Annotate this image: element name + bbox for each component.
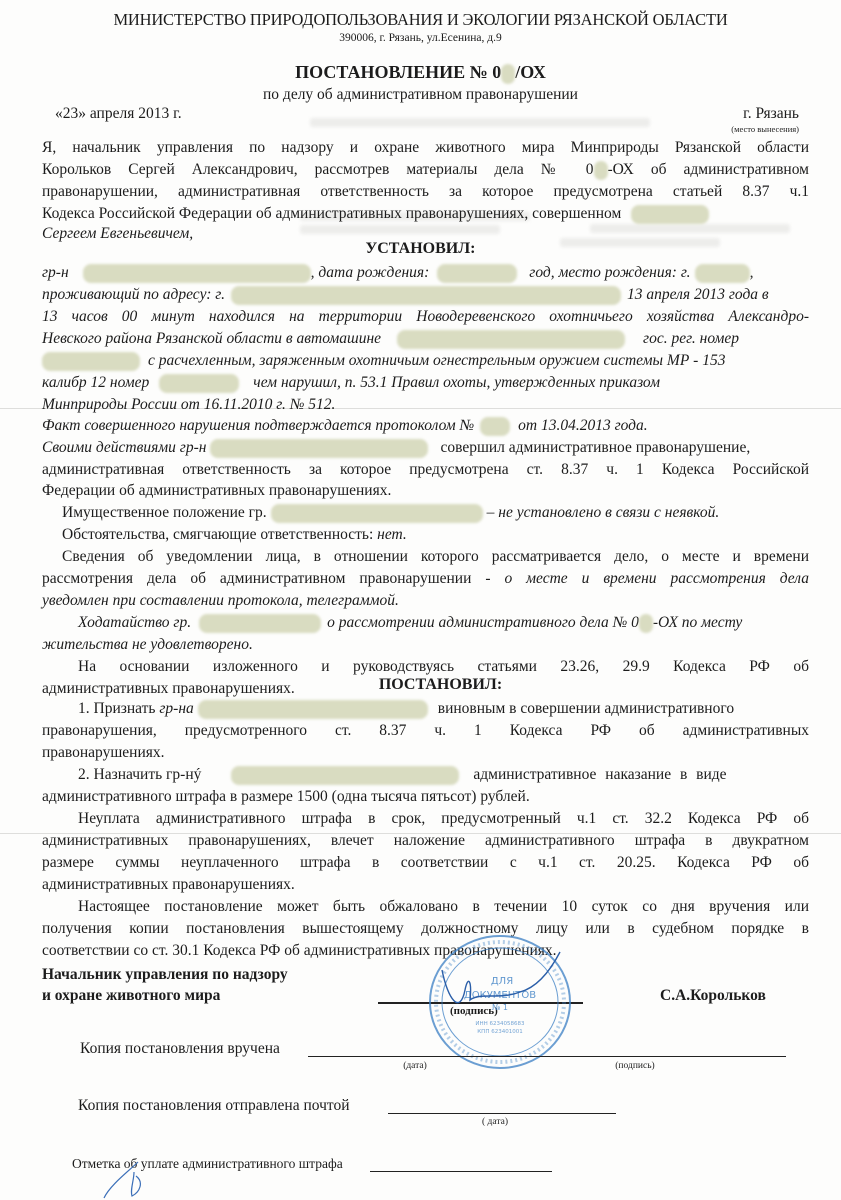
text: жительства не удовлетворено. bbox=[42, 636, 253, 653]
established-line bbox=[42, 415, 809, 436]
stamp-inn: ИНН 6234058683 bbox=[475, 1021, 525, 1027]
intro-line bbox=[42, 137, 809, 158]
text: получения копии постановления вышестоящему должностному лицу или в судебном порядке в bbox=[42, 920, 809, 937]
text: Минприроды России от 16.11.2010 г. № 512. bbox=[42, 396, 336, 413]
stamp-circle-icon bbox=[430, 936, 570, 1068]
text: 13 часов 00 минут находился на территории Новодеревенского охотничьего хозяйства Александро- bbox=[42, 308, 809, 325]
text: правонарушениях. bbox=[42, 744, 165, 761]
text: административных правонарушениях. bbox=[42, 680, 295, 697]
text: чем нарушил, п. 53.1 Правил охоты, утвержденных приказом bbox=[253, 374, 660, 391]
established-line bbox=[42, 262, 809, 283]
resolved-line bbox=[42, 830, 809, 851]
text: 2. Назначить гр-нý bbox=[78, 766, 202, 783]
redacted-plate-number bbox=[42, 352, 140, 371]
text: , дата рождения: bbox=[310, 264, 430, 281]
text: гр-на bbox=[159, 700, 194, 717]
text: административного штрафа в размере 1500 (одна тысяча пятьсот) рублей. bbox=[42, 788, 530, 805]
official-stamp bbox=[420, 930, 580, 1075]
established-line bbox=[42, 306, 809, 327]
text: о месте и времени рассмотрения дела bbox=[504, 570, 809, 587]
resolved-line bbox=[42, 786, 809, 807]
established-line bbox=[42, 590, 809, 611]
resolved-line bbox=[42, 720, 809, 741]
established-line bbox=[42, 394, 809, 415]
redacted-name bbox=[198, 700, 428, 719]
redacted-name bbox=[83, 264, 311, 283]
redacted-birthplace bbox=[695, 264, 750, 283]
document-place: г. Рязань bbox=[743, 105, 799, 122]
redacted-number bbox=[501, 64, 515, 84]
copy-mailed-line[interactable] bbox=[388, 1113, 616, 1114]
established-line bbox=[42, 656, 809, 677]
intro-line bbox=[42, 159, 809, 180]
text: соответствии со ст. 30.1 Кодекса РФ об административных правонарушениях. bbox=[42, 942, 557, 959]
established-line bbox=[42, 284, 809, 305]
text: Факт совершенного нарушения подтверждается протоколом № bbox=[42, 417, 475, 434]
text: 13 апреля 2013 года в bbox=[627, 286, 769, 303]
resolved-line bbox=[42, 742, 809, 763]
text: Своими действиями гр-н bbox=[42, 439, 207, 456]
redacted-case-number bbox=[639, 614, 653, 633]
resolved-line bbox=[42, 764, 809, 785]
redacted-name bbox=[210, 439, 428, 458]
text: гос. рег. номер bbox=[643, 330, 740, 347]
text: Федерации об административных правонарушениях. bbox=[42, 482, 392, 499]
doc-title-suffix: /ОХ bbox=[515, 62, 546, 82]
text: 1. Признать bbox=[78, 700, 156, 717]
text: , bbox=[749, 264, 754, 281]
redacted-surname bbox=[631, 205, 709, 224]
established-line bbox=[42, 568, 809, 589]
text: На основании изложенного и руководствуясь статьями 23.26, 29.9 Кодекса РФ об bbox=[78, 658, 809, 675]
intro-line bbox=[42, 181, 809, 202]
established-line bbox=[42, 612, 809, 633]
text: правонарушении, административная ответственность за которое предусмотрена статьей 8.37 ч.1 bbox=[42, 183, 809, 200]
redacted-name bbox=[271, 504, 483, 523]
established-heading: УСТАНОВИЛ: bbox=[365, 240, 476, 257]
signature-caption: (подпись) bbox=[615, 1061, 655, 1071]
established-line bbox=[42, 546, 809, 567]
resolved-line bbox=[42, 874, 809, 895]
bleed-through-text bbox=[310, 118, 650, 127]
resolved-line bbox=[42, 896, 809, 917]
established-line bbox=[42, 350, 809, 371]
text: Неуплата административного штрафа в срок, предусмотренный ч.1 ст. 32.2 Кодекса РФ об bbox=[78, 810, 809, 827]
text: административных правонарушениях. bbox=[42, 876, 295, 893]
redacted-address bbox=[231, 286, 621, 305]
established-line bbox=[42, 372, 809, 393]
established-line bbox=[42, 524, 809, 545]
text: Сведения об уведомлении лица, в отношении которого рассматривается дело, о месте и времени bbox=[62, 548, 809, 565]
text: Невского района Рязанской области в автомашине bbox=[42, 330, 382, 347]
signatory-position-line1: Начальник управления по надзору bbox=[42, 966, 288, 983]
stamp-kpp: КПП 623401001 bbox=[477, 1029, 523, 1035]
text: правонарушения, предусмотренного ст. 8.37 ч. 1 Кодекса РФ об административных bbox=[42, 722, 809, 739]
text: уведомлен при составлении протокола, телеграммой. bbox=[42, 592, 399, 609]
redacted-case-number bbox=[594, 161, 608, 180]
text: нет. bbox=[377, 526, 407, 543]
document-date: «23» апреля 2013 г. bbox=[55, 105, 182, 122]
text: Корольков Сергей Александрович, рассмотрев материалы дела № 0 bbox=[42, 161, 594, 178]
text: Кодекса Российской Федерации об административных правонарушениях, совершенном bbox=[42, 205, 622, 222]
signatory-position-line2: и охране животного мира bbox=[42, 987, 221, 1004]
text: проживающий по адресу: г. bbox=[42, 286, 226, 303]
signature-caption: (подпись) bbox=[450, 1005, 498, 1017]
ministry-name: МИНИСТЕРСТВО ПРИРОДОПОЛЬЗОВАНИЯ И ЭКОЛОГИИ РЯЗАНСКОЙ ОБЛАСТИ bbox=[113, 10, 728, 29]
stamp-text: ДЛЯ bbox=[490, 976, 514, 987]
established-line bbox=[42, 502, 809, 523]
payment-mark-label: Отметка об уплате административного штрафа bbox=[72, 1156, 343, 1171]
text: -ОХ по месту bbox=[652, 614, 743, 631]
established-line bbox=[42, 437, 809, 458]
text: рассмотрения дела об административном правонарушении - bbox=[42, 570, 491, 587]
established-line bbox=[42, 328, 809, 349]
text: административная ответственность за которое предусмотрена ст. 8.37 ч. 1 Кодекса Российской bbox=[42, 461, 809, 478]
date-caption: (дата) bbox=[403, 1061, 427, 1071]
text: Имущественное положение гр. bbox=[62, 504, 267, 521]
text: административных правонарушениях, влечет наложение административного штрафа в двукратном bbox=[42, 832, 809, 849]
text: размере суммы неуплаченного штрафа в соответствии с ч.1 ст. 20.25. Кодекса РФ об bbox=[42, 854, 809, 871]
resolved-line bbox=[42, 808, 809, 829]
copy-delivered-line[interactable] bbox=[308, 1056, 786, 1057]
redacted-name bbox=[231, 766, 459, 785]
redacted-vehicle bbox=[397, 330, 625, 349]
text: год, место рождения: г. bbox=[529, 264, 691, 281]
resolved-line bbox=[42, 698, 809, 719]
resolved-line bbox=[42, 852, 809, 873]
text: с расчехленным, заряженным охотничьим огнестрельным оружием системы МР - 153 bbox=[148, 352, 726, 369]
text: Настоящее постановление может быть обжаловано в течении 10 суток со дня вручения или bbox=[78, 898, 809, 915]
established-line bbox=[42, 459, 809, 480]
redacted-protocol-number bbox=[480, 417, 510, 436]
doc-title-prefix: ПОСТАНОВЛЕНИЕ № 0 bbox=[295, 62, 502, 82]
text: Сергеем Евгеньевичем, bbox=[42, 225, 194, 242]
document-title bbox=[0, 62, 841, 84]
text: Обстоятельства, смягчающие ответственность: bbox=[62, 526, 374, 543]
established-line bbox=[42, 634, 809, 655]
resolved-heading: ПОСТАНОВИЛ: bbox=[378, 676, 503, 693]
intro-line bbox=[42, 203, 809, 224]
established-line bbox=[42, 480, 809, 501]
text: -ОХ об административном bbox=[607, 161, 809, 178]
copy-delivered-label: Копия постановления вручена bbox=[80, 1040, 280, 1057]
text: о рассмотрении административного дела № 0 bbox=[327, 614, 639, 631]
text: Ходатайство гр. bbox=[78, 614, 192, 631]
text: от 13.04.2013 года. bbox=[518, 417, 648, 434]
text: калибр 12 номер bbox=[42, 374, 150, 391]
text: виновным в совершении административного bbox=[437, 700, 735, 717]
mailed-date-caption: ( дата) bbox=[482, 1117, 508, 1127]
payment-mark-line[interactable] bbox=[370, 1171, 552, 1172]
text: административное наказание в виде bbox=[473, 766, 727, 783]
stamp-text: ДОКУМЕНТОВ bbox=[463, 990, 537, 1001]
redacted-weapon-number bbox=[159, 374, 239, 393]
redacted-birthdate bbox=[437, 264, 517, 283]
text: – не установлено в связи с неявкой. bbox=[486, 504, 720, 521]
stamp-text: № 1 bbox=[492, 1003, 508, 1012]
ministry-address: 390006, г. Рязань, ул.Есенина, д.9 bbox=[339, 32, 502, 44]
text: совершил административное правонарушение, bbox=[440, 439, 751, 456]
copy-mailed-label: Копия постановления отправлена почтой bbox=[78, 1097, 350, 1114]
text: Я, начальник управления по надзору и охране животного мира Минприроды Рязанской области bbox=[42, 139, 809, 156]
signatory-name: С.А.Корольков bbox=[660, 987, 766, 1004]
text: гр-н bbox=[42, 264, 69, 281]
document-subtitle: по делу об административном правонарушении bbox=[263, 86, 578, 103]
redacted-name bbox=[199, 614, 321, 633]
handwritten-initials-icon bbox=[100, 1160, 160, 1200]
place-caption: (место вынесения) bbox=[731, 124, 799, 134]
